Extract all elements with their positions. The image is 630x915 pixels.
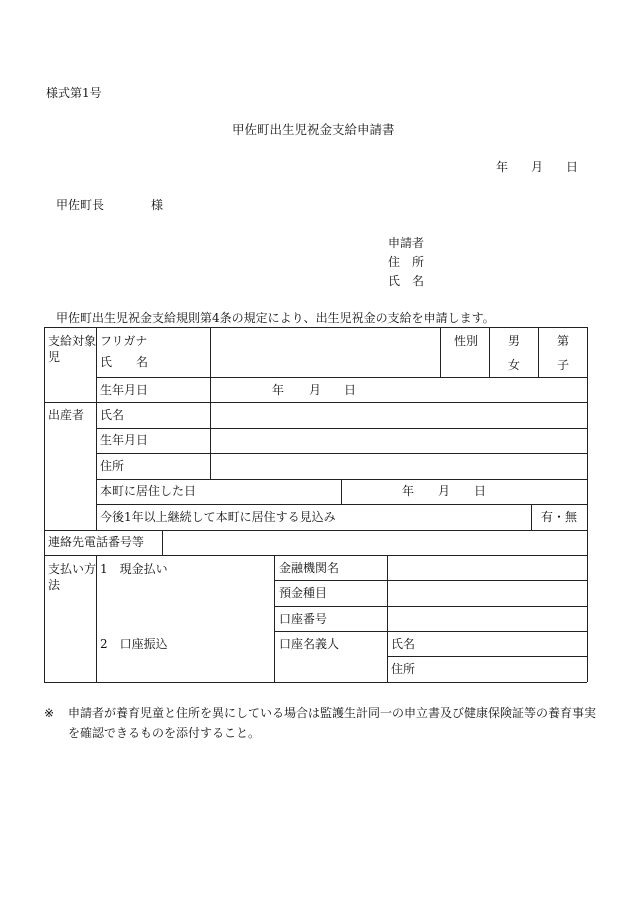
payment-option-transfer: 2 口座振込 xyxy=(100,637,168,651)
child-birthdate-year: 年 xyxy=(272,383,285,397)
addressee-name: 甲佐町長 xyxy=(56,198,105,212)
addressee-honorific: 様 xyxy=(151,198,164,212)
child-name-label: 氏 名 xyxy=(100,355,149,369)
residence-date-label: 本町に居住した日 xyxy=(100,484,197,498)
child-header-line2: 児 xyxy=(48,350,61,364)
child-birthdate-month: 月 xyxy=(309,383,322,397)
date-year: 年 xyxy=(496,160,509,174)
mother-birthdate-label: 生年月日 xyxy=(100,433,149,447)
mother-address-label: 住所 xyxy=(100,459,125,473)
holder-name-label: 氏名 xyxy=(391,637,416,651)
child-gender-male: 男 xyxy=(508,334,521,348)
applicant-heading: 申請者 xyxy=(388,236,425,250)
account-number-label: 口座番号 xyxy=(279,612,328,626)
holder-address-label: 住所 xyxy=(391,662,416,676)
bank-name-label: 金融機関名 xyxy=(279,561,340,575)
payment-header-line2: 法 xyxy=(48,578,61,592)
contact-label: 連絡先電話番号等 xyxy=(48,535,145,549)
date-day: 日 xyxy=(566,160,579,174)
account-type-label: 預金種目 xyxy=(279,586,328,600)
continue-residence-options: 有・無 xyxy=(541,510,578,524)
form-title: 甲佐町出生児祝金支給申請書 xyxy=(232,122,395,137)
mother-name-label: 氏名 xyxy=(100,408,125,422)
child-birthdate-day: 日 xyxy=(344,383,357,397)
child-gender-female: 女 xyxy=(508,358,521,372)
child-birthdate-label: 生年月日 xyxy=(100,383,149,397)
date-month: 月 xyxy=(531,160,544,174)
form-number: 様式第1号 xyxy=(46,86,102,100)
applicant-address-label: 住 所 xyxy=(388,255,425,269)
child-ordinal-top: 第 xyxy=(557,334,570,348)
child-ordinal-bottom: 子 xyxy=(557,358,570,372)
applicant-name-label: 氏 名 xyxy=(388,274,425,288)
child-gender-label: 性別 xyxy=(454,334,479,348)
child-furigana-label: フリガナ xyxy=(100,334,148,348)
note-text: 申請者が養育児童と住所を異にしている場合は監護生計同一の申立書及び健康保険証等の養育事実を確認できるものを添付すること。 xyxy=(68,706,597,740)
mother-header: 出産者 xyxy=(48,408,85,422)
payment-option-cash: 1 現金払い xyxy=(100,562,168,576)
residence-year: 年 xyxy=(402,484,415,498)
residence-day: 日 xyxy=(474,484,487,498)
account-holder-label: 口座名義人 xyxy=(279,637,340,651)
intro-text: 甲佐町出生児祝金支給規則第4条の規定により、出生児祝金の支給を申請します。 xyxy=(56,311,495,325)
child-header-line1: 支給対象 xyxy=(48,334,97,348)
residence-month: 月 xyxy=(438,484,451,498)
payment-header-line1: 支払い方 xyxy=(48,562,97,576)
continue-residence-label: 今後1年以上継続して本町に居住する見込み xyxy=(100,510,336,524)
note-mark: ※ xyxy=(44,706,55,720)
